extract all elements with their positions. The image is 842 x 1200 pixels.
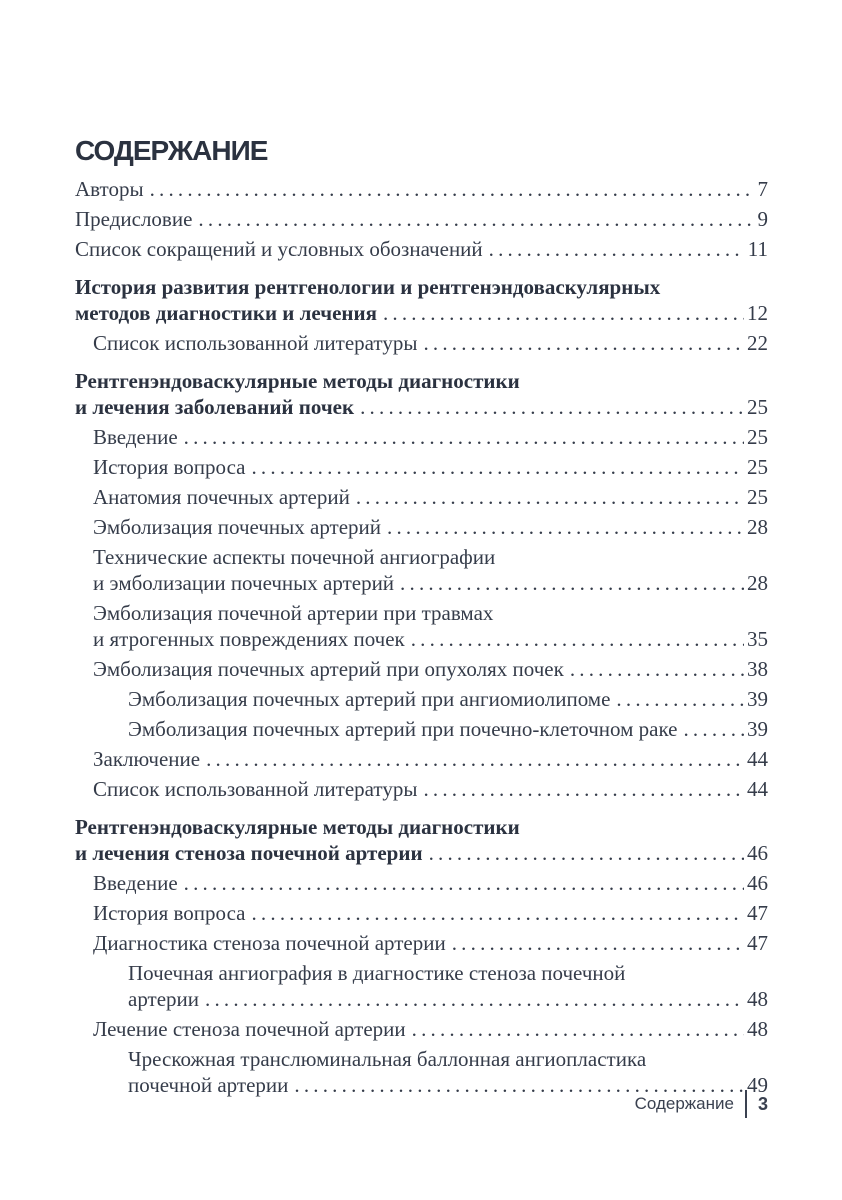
toc-entry-line — [75, 840, 768, 866]
dot-leader — [383, 300, 744, 326]
toc-entry-line — [75, 206, 768, 232]
toc-entry-text: Заключение — [93, 747, 201, 771]
toc-entry-text: Эмболизация почечных артерий при ангиомиолипоме — [128, 687, 611, 711]
toc-entry — [75, 870, 768, 896]
table-of-contents — [75, 176, 768, 1098]
dot-leader — [423, 776, 744, 802]
toc-entry-text: Эмболизация почечных артерий при опухолях почек — [93, 657, 564, 681]
toc-entry-text: Эмболизация почечных артерий — [93, 515, 382, 539]
toc-entry-line — [75, 274, 768, 300]
dot-leader — [206, 746, 744, 772]
toc-entry-text: История вопроса — [93, 901, 246, 925]
toc-entry-text: и лечения стеноза почечной артерии — [75, 841, 423, 865]
toc-entry-line — [75, 236, 768, 262]
dot-leader — [411, 626, 744, 652]
dot-leader — [198, 206, 754, 232]
toc-page-number: 28 — [747, 515, 768, 539]
toc-entry-text: Анатомия почечных артерий — [93, 485, 350, 509]
toc-entry-text: Список использованной литературы — [93, 777, 418, 801]
toc-page-number: 44 — [747, 777, 768, 801]
toc-entry-line — [93, 1016, 768, 1042]
toc-page-number: 9 — [757, 207, 768, 231]
toc-entry-line — [75, 368, 768, 394]
dot-leader — [184, 870, 744, 896]
toc-page-number: 7 — [757, 177, 768, 201]
toc-entry — [75, 600, 768, 652]
toc-entry — [75, 716, 768, 742]
toc-page-number: 39 — [747, 687, 768, 711]
toc-entry — [75, 960, 768, 1012]
dot-leader — [400, 570, 744, 596]
toc-entry-line — [128, 686, 768, 712]
toc-entry-text: Эмболизация почечной артерии при травмах — [93, 601, 494, 625]
toc-entry-text: Чрескожная транслюминальная баллонная ангиопластика — [128, 1047, 647, 1071]
toc-entry-text: Предисловие — [75, 207, 193, 231]
toc-entry — [75, 514, 768, 540]
page-content — [0, 136, 842, 1098]
toc-entry-text: Введение — [93, 425, 178, 449]
toc-entry-text: История развития рентгенологии и рентгенэндоваскулярных — [75, 275, 661, 299]
toc-entry-text: методов диагностики и лечения — [75, 301, 377, 325]
toc-entry — [75, 206, 768, 232]
toc-entry — [75, 236, 768, 262]
toc-page-number: 48 — [747, 987, 768, 1011]
toc-page-number: 44 — [747, 747, 768, 771]
toc-entry-line — [93, 514, 768, 540]
toc-entry-line — [93, 870, 768, 896]
toc-entry — [75, 814, 768, 866]
toc-entry-line — [93, 900, 768, 926]
page-title: СОДЕРЖАНИЕ — [75, 135, 268, 166]
dot-leader — [184, 424, 744, 450]
dot-leader — [356, 484, 744, 510]
toc-entry-line — [75, 394, 768, 420]
dot-leader — [205, 986, 744, 1012]
toc-entry — [75, 424, 768, 450]
dot-leader — [251, 454, 744, 480]
toc-entry-text: Рентгенэндоваскулярные методы диагностики — [75, 369, 520, 393]
footer-divider — [745, 1090, 747, 1118]
toc-page-number: 25 — [747, 395, 768, 419]
toc-entry-text: Список сокращений и условных обозначений — [75, 237, 483, 261]
toc-page-number: 28 — [747, 571, 768, 595]
toc-entry-line — [128, 716, 768, 742]
dot-leader — [360, 394, 744, 420]
toc-entry — [75, 686, 768, 712]
toc-entry-text: и ятрогенных повреждениях почек — [93, 627, 405, 651]
toc-entry-text: артерии — [128, 987, 200, 1011]
toc-entry-text: Диагностика стеноза почечной артерии — [93, 931, 446, 955]
toc-entry-text: и эмболизации почечных артерий — [93, 571, 395, 595]
toc-entry — [75, 176, 768, 202]
toc-entry — [75, 900, 768, 926]
toc-page-number: 25 — [747, 425, 768, 449]
toc-entry-line — [75, 176, 768, 202]
toc-entry — [75, 656, 768, 682]
toc-entry-text: Лечение стеноза почечной артерии — [93, 1017, 406, 1041]
toc-entry-line — [93, 330, 768, 356]
page-footer — [635, 1090, 768, 1118]
dot-leader — [489, 236, 745, 262]
toc-entry-line — [93, 600, 768, 626]
toc-entry — [75, 484, 768, 510]
toc-entry-line — [93, 776, 768, 802]
toc-entry — [75, 930, 768, 956]
toc-entry-text: Почечная ангиография в диагностике стеноза почечной — [128, 961, 626, 985]
toc-entry — [75, 1016, 768, 1042]
toc-entry-line — [93, 454, 768, 480]
toc-entry-text: и лечения заболеваний почек — [75, 395, 355, 419]
toc-page-number: 47 — [747, 931, 768, 955]
toc-page-number: 35 — [747, 627, 768, 651]
toc-entry-line — [75, 300, 768, 326]
toc-entry — [75, 274, 768, 326]
toc-page-number: 48 — [747, 1017, 768, 1041]
toc-entry — [75, 544, 768, 596]
dot-leader — [429, 840, 744, 866]
toc-entry-line — [75, 814, 768, 840]
toc-entry — [75, 454, 768, 480]
toc-page-number: 46 — [747, 871, 768, 895]
toc-entry — [75, 746, 768, 772]
footer-page-number: 3 — [757, 1093, 768, 1114]
toc-entry-line — [93, 544, 768, 570]
toc-entry-line — [93, 656, 768, 682]
toc-page-number: 49 — [747, 1073, 768, 1097]
toc-entry-text: Введение — [93, 871, 178, 895]
dot-leader — [150, 176, 755, 202]
toc-page-number: 47 — [747, 901, 768, 925]
toc-entry — [75, 368, 768, 420]
toc-entry — [75, 330, 768, 356]
toc-entry-text: Технические аспекты почечной ангиографии — [93, 545, 496, 569]
toc-page-number: 39 — [747, 717, 768, 741]
toc-page-number: 12 — [747, 301, 768, 325]
dot-leader — [683, 716, 744, 742]
dot-leader — [616, 686, 744, 712]
toc-entry-text: История вопроса — [93, 455, 246, 479]
dot-leader — [251, 900, 744, 926]
toc-page-number: 25 — [747, 485, 768, 509]
toc-page-number: 38 — [747, 657, 768, 681]
dot-leader — [423, 330, 744, 356]
toc-page-number: 22 — [747, 331, 768, 355]
toc-page-number: 11 — [747, 237, 768, 261]
toc-page-number: 46 — [747, 841, 768, 865]
toc-entry-text: Рентгенэндоваскулярные методы диагностики — [75, 815, 520, 839]
toc-entry-line — [93, 930, 768, 956]
toc-entry-line — [93, 746, 768, 772]
toc-entry-line — [93, 570, 768, 596]
toc-entry-text: Список использованной литературы — [93, 331, 418, 355]
footer-section-label: Содержание — [634, 1094, 734, 1113]
toc-entry-line — [128, 960, 768, 986]
dot-leader — [452, 930, 744, 956]
toc-entry-text: Эмболизация почечных артерий при почечно-клеточном раке — [128, 717, 678, 741]
toc-entry — [75, 776, 768, 802]
dot-leader — [387, 514, 744, 540]
dot-leader — [570, 656, 744, 682]
dot-leader — [412, 1016, 744, 1042]
toc-entry-line — [128, 1046, 768, 1072]
toc-entry-text: Авторы — [75, 177, 144, 201]
toc-entry-line — [93, 484, 768, 510]
toc-page-number: 25 — [747, 455, 768, 479]
toc-entry-line — [128, 986, 768, 1012]
toc-entry-text: почечной артерии — [128, 1073, 289, 1097]
toc-entry-line — [93, 424, 768, 450]
toc-entry-line — [93, 626, 768, 652]
